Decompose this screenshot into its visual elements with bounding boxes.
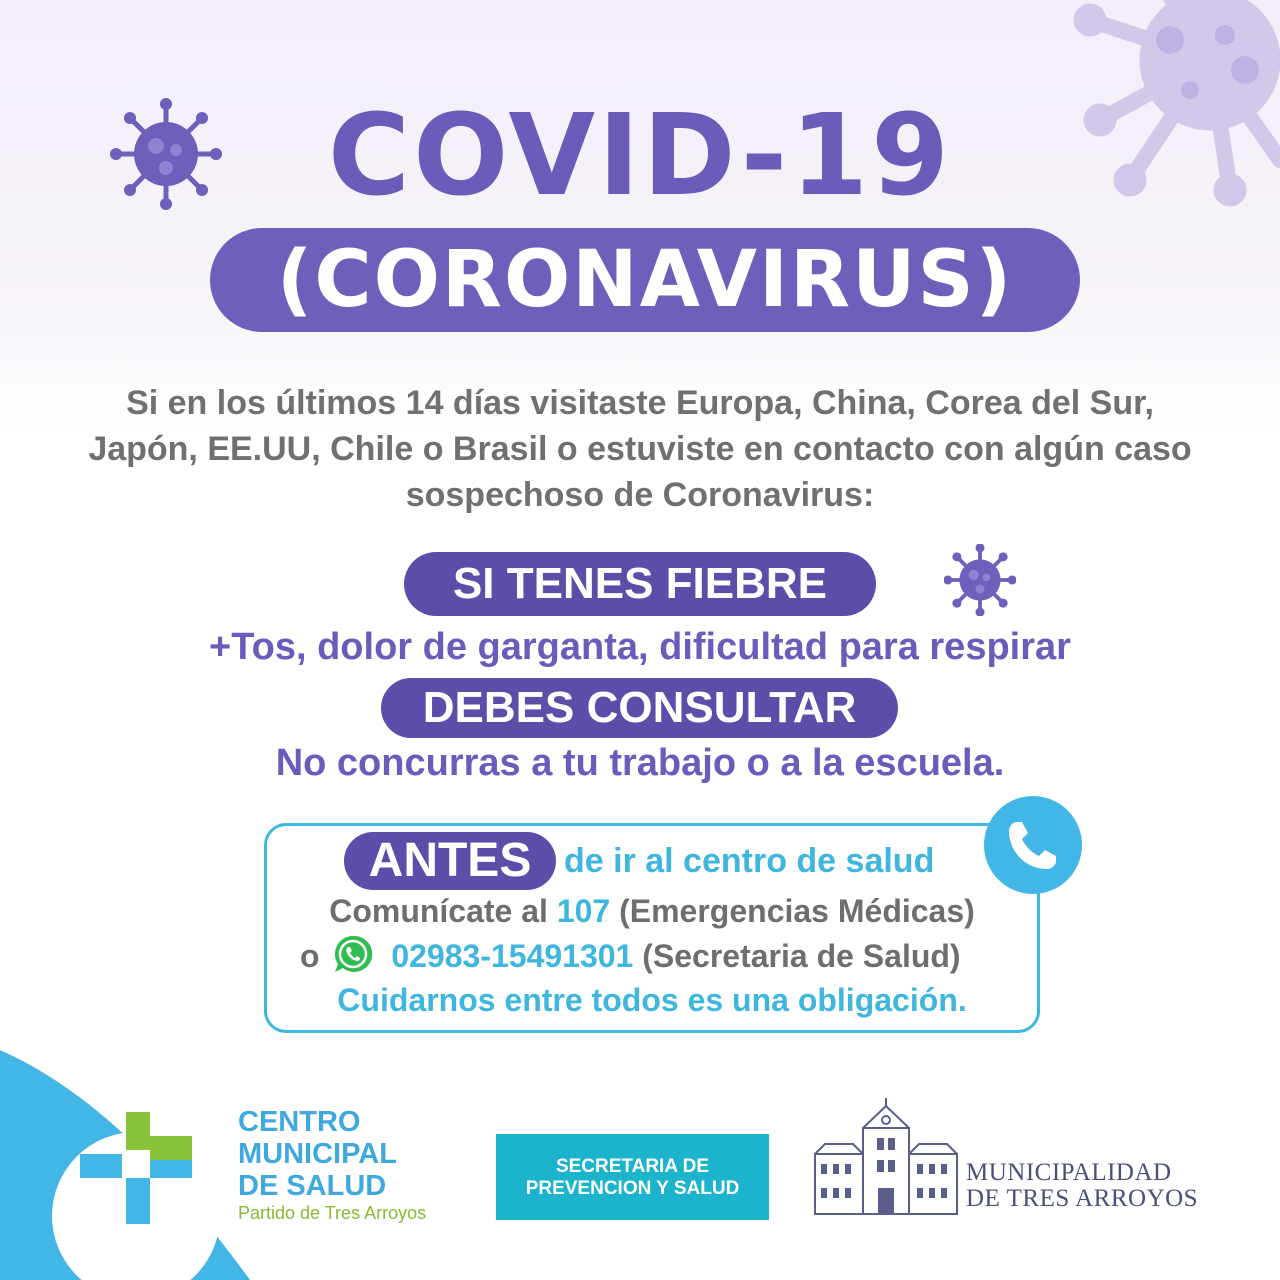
whatsapp-line — [300, 938, 961, 975]
antes-badge: ANTES — [344, 832, 556, 890]
call-prefix: Comunícate al — [329, 893, 548, 929]
secretaria-text — [496, 1156, 769, 1200]
cms-title — [238, 1106, 397, 1202]
cross-logo-icon — [76, 1108, 196, 1228]
emergency-line — [264, 893, 1040, 930]
fever-badge: SI TENES FIEBRE — [404, 552, 876, 616]
intro-line-2: Japón, EE.UU, Chile o Brasil o estuviste en contacto con algún caso — [88, 430, 1192, 468]
page-title: COVID-19 — [327, 91, 953, 221]
advice-text: No concurras a tu trabajo o a la escuela. — [275, 742, 1005, 784]
closing-text: Cuidarnos entre todos es una obligación. — [337, 982, 967, 1018]
intro-text — [0, 380, 1280, 518]
antes-text: de ir al centro de salud — [564, 842, 935, 880]
cms-line-3: DE SALUD — [238, 1170, 387, 1202]
building-icon — [811, 1098, 961, 1216]
intro-line-3: sospechoso de Coronavirus: — [405, 476, 875, 514]
muni-line-1: MUNICIPALIDAD — [966, 1159, 1172, 1186]
emergency-label: (Emergencias Médicas) — [619, 893, 975, 929]
virus-icon-small — [944, 544, 1016, 616]
cms-subtitle: Partido de Tres Arroyos — [238, 1203, 427, 1223]
secretaria-line-1: SECRETARIA DE — [555, 1156, 710, 1177]
muni-line-2: DE TRES ARROYOS — [966, 1185, 1199, 1212]
municipalidad-text — [966, 1160, 1198, 1212]
cms-line-1: CENTRO — [238, 1106, 361, 1138]
symptoms-text: +Tos, dolor de garganta, dificultad para respirar — [209, 626, 1071, 668]
intro-line-1: Si en los últimos 14 días visitaste Europa, China, Corea del Sur, — [126, 384, 1154, 422]
phone-icon — [984, 796, 1082, 894]
page-subtitle: (CORONAVIRUS) — [276, 235, 1014, 325]
consult-badge: DEBES CONSULTAR — [381, 678, 898, 738]
whatsapp-number: 02983-15491301 — [391, 938, 634, 974]
secretaria-line-2: PREVENCION Y SALUD — [525, 1178, 740, 1199]
whatsapp-icon — [333, 934, 373, 974]
emergency-number: 107 — [556, 893, 611, 929]
or-text: o — [300, 938, 320, 974]
whatsapp-label: (Secretaria de Salud) — [642, 938, 961, 974]
cms-line-2: MUNICIPAL — [238, 1138, 397, 1170]
